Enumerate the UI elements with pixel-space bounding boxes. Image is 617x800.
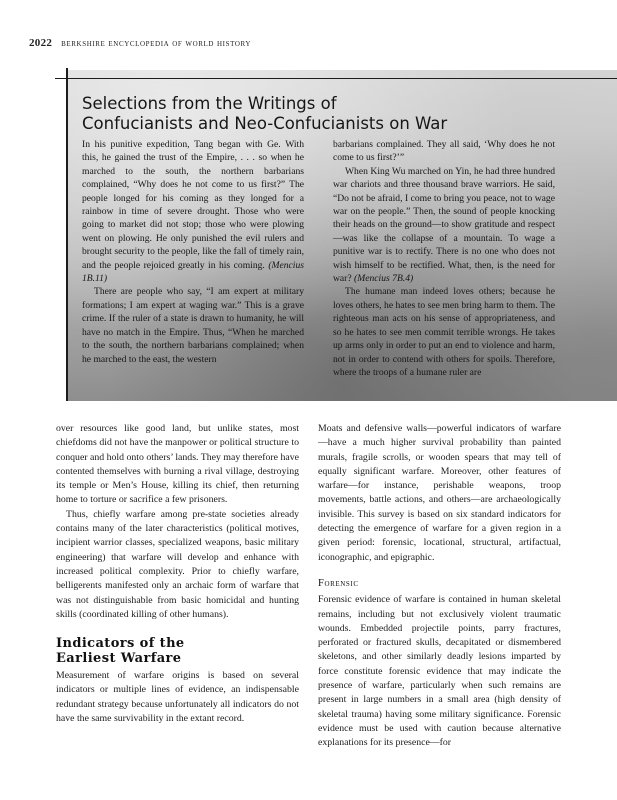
body-paragraph: Thus, chiefly warfare among pre-state societies already contains many of the later characteristics (political motives, incipient warrior classes, specialized weapons, basic military engineering) that warfare will develop and enhance with increased political complexity. Prior to chiefly warfare, belligerents manifested only an archaic form of warfare that was not distinguishable from basic homicidal and hunting skills (coordinated killing of other humans). <box>56 508 299 620</box>
section-heading <box>56 636 299 666</box>
sidebar-title <box>82 94 602 134</box>
section-heading-line2: Earliest Warfare <box>56 651 182 667</box>
body-paragraph: over resources like good land, but unlike states, most chiefdoms did not have the manpower or political structure to conquer and hold onto others’ lands. They may therefore have contented themselves with burning a rival village, destroying its temple or Men’s House, killing its chief, then returning home to torture or sacrifice a few prisoners. <box>56 423 299 506</box>
sidebar-paragraph: barbarians complained. They all said, ‘Why does he not come to us first?’” <box>333 139 555 164</box>
sidebar-paragraph: The humane man indeed loves others; because he loves others, he hates to see men bring harm to them. The righteous man acts on his sense of appropriateness, and so he hates to see men commit terrible wrongs. He takes up arms only in order to put an end to violence and harm, not in order to contend with others for spoils. Therefore, where the troops of a humane ruler are <box>333 286 555 378</box>
page-number: 2022 <box>29 37 53 49</box>
sidebar-column-left <box>82 138 304 366</box>
sidebar-text: In his punitive expedition, Tang began with Ge. With this, he gained the trust of the Empire, . . . so when he marched to the south, the northern barbarians complained, “Why does he not come to us first?” The people longed for his coming as they longed for a rainbow in time of severe drought. Those who were going to market did not stop; those who were plowing went on plowing. He only punished the evil rulers and brought security to the people, like the fall of timely rain, and the people rejoiced greatly in his coming. <box>82 139 304 271</box>
book-title: berkshire encyclopedia of world history <box>61 39 252 49</box>
running-head <box>29 37 251 49</box>
body-paragraph: Forensic evidence of warfare is contained in human skeletal remains, including but not exclusively violent traumatic wounds. Embedded projectile points, parry fractures, perforated or fractured skulls, decapitated or dismembered skeletons, and other similarly deadly lesions imparted by force constitute forensic evidence that may indicate the presence of warfare, particularly when such remains are present in large numbers in a small area (high density of skeletal trauma) having some military significance. Forensic evidence must be used with caution because alternative explanations for its presence—for <box>318 594 561 749</box>
sidebar-paragraph: There are people who say, “I am expert at military formations; I am expert at waging war.” This is a grave crime. If the ruler of a state is drawn to humanity, he will have no match in the Empire. Thus, “When he marched to the south, the northern barbarians complained; when he marched to the east, the western <box>82 286 304 365</box>
vertical-rule <box>66 68 68 401</box>
sidebar-title-line2: Confucianists and Neo-Confucianists on War <box>82 114 448 133</box>
body-paragraph: Moats and defensive walls—powerful indicators of warfare—have a much higher survival probability than painted murals, fragile scrolls, or wooden spears that may tell of equally significant warfare. Moreover, other features of warfare—for instance, perishable weapons, troop movements, battle actions, and others—are archaeologically invisible. This survey is based on six standard indicators for detecting the emergence of warfare for a given region in a given period: forensic, locational, structural, artifactual, iconographic, and epigraphic. <box>318 423 561 563</box>
section-heading-line1: Indicators of the <box>56 636 185 652</box>
sidebar-paragraph <box>82 138 304 285</box>
sidebar-text: When King Wu marched on Yin, he had three hundred war chariots and three thousand brave warriors. He said, “Do not be afraid, I come to bring you peace, not to wage war on the people.” Then, the sound of people knocking their heads on the ground—to show gratitude and respect—was like the collapse of a mountain. To wage a punitive war is to rectify. There is no one who does not wish himself to be rectified. What, then, is the need for war? <box>333 165 555 285</box>
body-column-right <box>318 422 561 751</box>
body-paragraph: Measurement of warfare origins is based on several indicators or multiple lines of evidence, an indispensable redundant strategy because unfortunately all indicators do not have the same survivability in the extant record. <box>56 670 299 725</box>
sidebar-column-right <box>333 138 555 379</box>
body-column-left <box>56 422 299 726</box>
subsection-heading: Forensic <box>318 577 359 589</box>
sidebar-paragraph <box>333 165 555 286</box>
citation: (Mencius 1B.11) <box>82 259 305 285</box>
sidebar-title-line1: Selections from the Writings of <box>82 94 337 113</box>
citation: (Mencius 7B.4) <box>354 273 414 285</box>
sidebar-box <box>66 70 617 401</box>
horizontal-rule <box>55 78 617 79</box>
